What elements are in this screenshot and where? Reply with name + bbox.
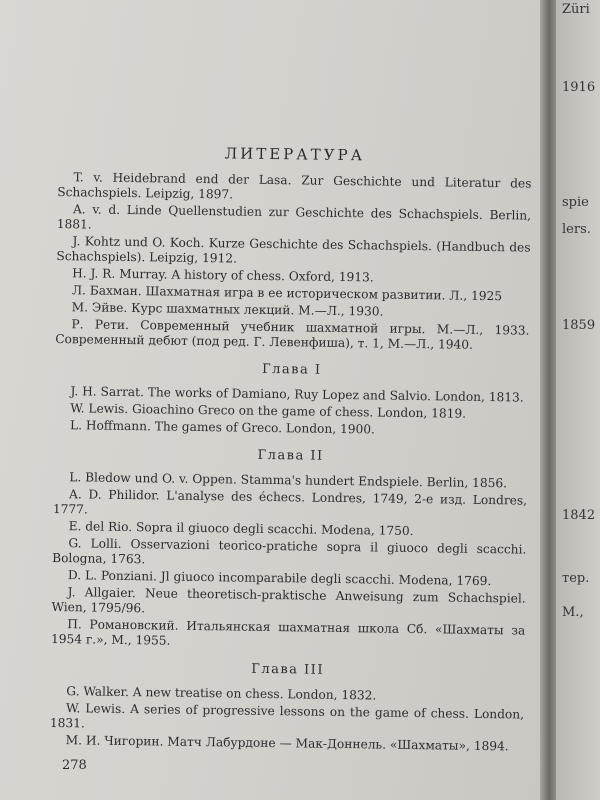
chapter-heading: Глава II (257, 447, 324, 464)
page-number: 278 (62, 758, 87, 773)
bibliography-entry: A. D. Philidor. L'analyse des échecs. Londres, 1749, 2-е изд. Londres, 1777. (52, 487, 528, 517)
bibliography-entry: W. Lewis. Gioachino Greco on the game of chess. London, 1819. (70, 401, 467, 421)
chapter1-list (54, 384, 529, 440)
margin-fragment: 1842 (562, 508, 596, 523)
bibliography-entry: М. И. Чигорин. Матч Лабурдоне — Мак-Доннель. «Шахматы», 1894. (65, 733, 509, 754)
chapter-heading: Глава III (251, 661, 325, 678)
margin-fragment: 1859 (562, 318, 596, 333)
bibliography-entry: T. v. Heidebrand end der Lasa. Zur Geschichte und Literatur des Schachspiels. Leipzig, 1897. (57, 170, 532, 202)
margin-fragment: 1916 (562, 80, 596, 95)
bibliography-entry: L. Bledow und O. v. Oppen. Stamma's hundert Endspiele. Berlin, 1856. (69, 470, 508, 491)
chapter-heading: Глава I (262, 361, 322, 378)
bibliography-entry: J. H. Sarrat. The works of Damiano, Ruy Lopez and Salvio. London, 1813. (70, 384, 524, 405)
bibliography-entry: H. J. R. Murray. A history of chess. Oxford, 1913. (72, 266, 374, 285)
bibliography-entry: G. Walker. A new treatise on chess. London, 1832. (66, 684, 377, 703)
margin-fragment: spie (562, 195, 589, 210)
literature-list (55, 170, 531, 354)
margin-fragment: lers. (562, 222, 591, 237)
bibliography-entry: L. Hoffmann. The games of Greco. London, 1900. (69, 418, 375, 437)
chapter3-list (50, 684, 525, 755)
margin-fragment: Züri (562, 2, 590, 17)
bibliography-entry: G. Lolli. Osservazioni teorico-pratiche sopra il giuoco degli scacchi. Bologna, 1763. (52, 536, 527, 567)
margin-fragment: тер. (562, 571, 590, 586)
bibliography-entry: A. v. d. Linde Quellenstudien zur Geschichte des Schachspiels. Berlin, 1881. (56, 202, 532, 232)
chapter2-list (51, 470, 527, 654)
bibliography-entry: E. del Rio. Sopra il giuoco degli scacchi. Modena, 1750. (68, 519, 414, 539)
bibliography-entry: Р. Рети. Современный учебник шахматной игры. М.—Л., 1933. Современный дебют (под ред. Г. Левенфиша), т. 1, М.—Л., 1940. (55, 317, 530, 352)
bibliography-entry: J. Allgaier. Neue theoretisch-praktische Anweisung zum Schachspiel. Wien, 1795/96. (51, 585, 526, 616)
margin-fragment: М., (562, 605, 584, 620)
section-heading: ЛИТЕРАТУРА (224, 144, 366, 165)
book-page-right-edge (556, 0, 600, 800)
bibliography-entry: Л. Бахман. Шахматная игра в ее историческом развитии. Л., 1925 (71, 283, 503, 304)
bibliography-entry: П. Романовский. Итальянская шахматная школа Сб. «Шахматы за 1954 г.», М., 1955. (50, 617, 526, 648)
bibliography-entry: D. L. Ponziani. Jl giuoco incomparabile degli scacchi. Modena, 1769. (67, 568, 492, 589)
bibliography-entry: М. Эйве. Курс шахматных лекций. М.—Л., 1930. (71, 300, 384, 319)
bibliography-entry: W. Lewis. A series of progressive lessons on the game of chess. London, 1831. (49, 701, 525, 731)
bibliography-entry: J. Kohtz und O. Koch. Kurze Geschichte des Schachspiels. (Handbuch des Schachspiels). Leipzig, 1912. (56, 234, 531, 266)
bibliography-block (50, 142, 532, 757)
